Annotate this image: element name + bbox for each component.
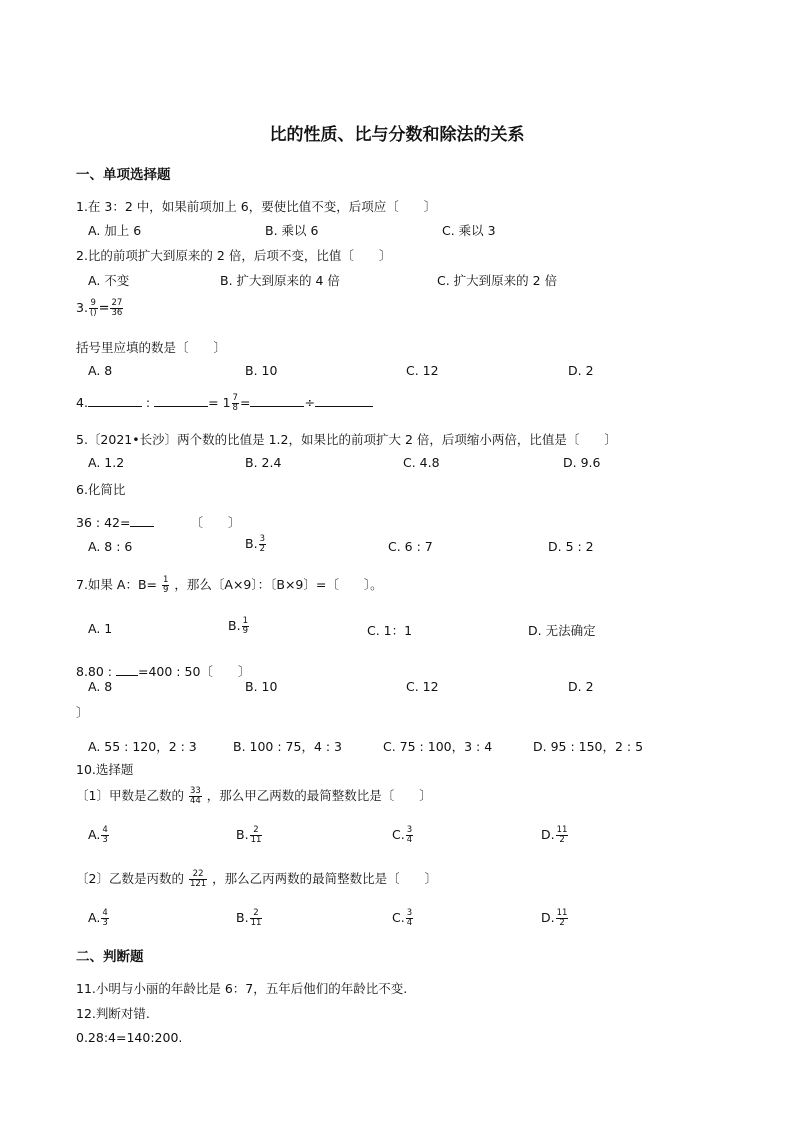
q10-p2-a-label: A.	[88, 910, 101, 925]
q7-option-b-fraction	[242, 617, 249, 636]
question-1-stem: 1.在 3：2 中，如果前项加上 6，要使比值不变，后项应〔 〕	[76, 199, 437, 214]
q10-p2-numerator: 22	[189, 870, 207, 880]
q10-p1-c-den: 4	[406, 835, 413, 845]
section-heading-2: 二、判断题	[76, 949, 144, 965]
question-3-stem: 括号里应填的数是〔 〕	[76, 340, 227, 355]
q3-option-b: B. 10	[245, 363, 278, 378]
question-2-stem: 2.比的前项扩大到原来的 2 倍，后项不变，比值〔 〕	[76, 248, 392, 263]
q8-option-b: B. 10	[245, 679, 278, 694]
q10-p2-option-b	[236, 909, 263, 928]
question-12-expression: 0.28:4=140:200.	[76, 1030, 183, 1045]
question-8-stem	[76, 662, 250, 680]
question-10-stem: 10.选择题	[76, 762, 134, 777]
q10-p2-c-den: 4	[406, 918, 413, 928]
q10-p1-b-den: 11	[250, 835, 262, 845]
q10-p2-option-a	[88, 909, 110, 928]
q10-p1-c-fraction	[406, 826, 413, 845]
q4-numerator: 7	[232, 393, 238, 403]
q10-p2-c-label: C.	[392, 910, 405, 925]
q8-option-a: A. 8	[88, 679, 113, 694]
q10-p2-d-den: 2	[559, 918, 565, 928]
q10-p2-fraction	[189, 870, 207, 889]
q8-stem-pre: 8.80 :	[76, 664, 116, 679]
q4-blank-2	[154, 395, 208, 407]
q3-f2-numerator: 27	[111, 298, 123, 308]
q4-divide: ÷	[304, 395, 315, 410]
q3-option-a: A. 8	[88, 363, 113, 378]
q10-p2-c-num: 3	[406, 908, 413, 918]
q9-option-b: B. 100 : 75，4 : 3	[233, 739, 343, 754]
q4-colon: :	[145, 395, 151, 410]
q6-option-b	[245, 535, 267, 554]
q10-p1-post: ，那么甲乙两数的最简整数比是〔 〕	[206, 788, 432, 803]
question-9-stem: 〕	[76, 705, 89, 720]
q6-option-d: D. 5 : 2	[548, 539, 594, 554]
q4-blank-4	[315, 395, 373, 407]
q10-p1-b-num: 2	[250, 826, 263, 836]
q7-option-c: C. 1：1	[367, 623, 413, 638]
q6-option-c: C. 6 : 7	[388, 539, 433, 554]
q10-p1-option-d	[541, 826, 569, 845]
q1-option-a: A. 加上 6	[88, 223, 142, 238]
q10-p2-b-fraction	[250, 909, 263, 928]
q3-equals: =	[98, 301, 110, 316]
q4-denominator: 8	[232, 403, 238, 413]
q6-expression-text: 36 : 42=	[76, 515, 131, 530]
q7-fraction	[162, 576, 169, 595]
q10-p1-denominator: 44	[189, 796, 201, 806]
q10-p2-b-label: B.	[236, 910, 249, 925]
q7-b-numerator: 1	[242, 616, 248, 626]
q10-p1-a-label: A.	[88, 827, 101, 842]
page-title: 比的性质、比与分数和除法的关系	[269, 125, 525, 145]
q7-option-a: A. 1	[88, 621, 113, 636]
q10-p1-a-num: 4	[102, 825, 108, 835]
section-heading-1: 一、单项选择题	[76, 167, 171, 183]
q10-p1-a-fraction	[101, 826, 108, 845]
q10-p1-b-label: B.	[236, 827, 249, 842]
q10-p1-c-label: C.	[392, 827, 405, 842]
q9-option-c: C. 75 : 100，3 : 4	[383, 739, 493, 754]
q7-numerator: 1	[162, 575, 169, 585]
q10-p1-b-fraction	[250, 826, 263, 845]
q8-stem-post: =400 : 50〔 〕	[138, 664, 251, 679]
q10-p2-a-den: 3	[102, 918, 108, 928]
q5-option-c: C. 4.8	[403, 455, 440, 470]
q10-p1-option-b	[236, 826, 263, 845]
q10-p1-numerator: 33	[189, 786, 201, 796]
q5-option-d: D. 9.6	[563, 455, 601, 470]
question-11-stem: 11.小明与小丽的年龄比是 6：7，五年后他们的年龄比不变.	[76, 981, 408, 996]
q6-option-b-label: B.	[245, 536, 258, 551]
q4-number: 4.	[76, 395, 88, 410]
q6-option-a: A. 8 : 6	[88, 539, 133, 554]
q6-b-numerator: 3	[259, 534, 265, 544]
q3-fraction-left	[89, 299, 98, 318]
q1-option-c: C. 乘以 3	[442, 223, 496, 238]
q10-p2-option-c	[392, 909, 414, 928]
q10-p1-d-fraction	[556, 826, 569, 845]
q4-whole: 1	[222, 395, 231, 410]
q5-option-a: A. 1.2	[88, 455, 125, 470]
q7-b-denominator: 9	[242, 626, 248, 636]
q3-f1-denominator: ()	[89, 308, 97, 318]
question-7-stem	[76, 575, 383, 595]
q10-p2-post: ，那么乙丙两数的最简整数比是〔 〕	[212, 871, 438, 886]
q10-p2-denominator: 121	[189, 879, 207, 889]
q4-fraction	[232, 394, 239, 413]
q10-p1-d-label: D.	[541, 827, 555, 842]
q10-p2-c-fraction	[406, 909, 413, 928]
q2-option-b: B. 扩大到原来的 4 倍	[220, 273, 340, 288]
q3-fraction-right	[110, 299, 123, 318]
q10-p2-b-num: 2	[250, 909, 263, 919]
q4-equals-2: =	[239, 395, 251, 410]
q10-p2-a-fraction	[101, 909, 108, 928]
q9-option-d: D. 95 : 150，2 : 5	[533, 739, 644, 754]
q10-p1-a-den: 3	[102, 835, 108, 845]
q8-option-c: C. 12	[406, 679, 439, 694]
q10-p1-fraction	[189, 787, 202, 806]
q10-p2-d-label: D.	[541, 910, 555, 925]
q10-p1-d-den: 2	[559, 835, 565, 845]
q3-f2-denominator: 36	[111, 308, 123, 318]
q8-blank	[116, 664, 138, 676]
q3-number: 3.	[76, 300, 88, 315]
q10-p2-pre: 〔2〕乙数是丙数的	[76, 871, 184, 886]
q10-p2-a-num: 4	[102, 908, 108, 918]
q10-p1-d-num: 11	[556, 825, 568, 835]
q6-blank	[130, 515, 154, 527]
q10-part-1-stem	[76, 786, 432, 806]
q4-equals-1: =	[208, 395, 219, 410]
q7-option-b-label: B.	[228, 618, 241, 633]
q10-p2-d-fraction	[556, 909, 569, 928]
q6-answer-paren: 〔 〕	[190, 515, 241, 530]
q4-blank-3	[250, 395, 304, 407]
q8-option-d: D. 2	[568, 679, 594, 694]
q7-option-b	[228, 617, 250, 636]
q4-blank-1	[88, 395, 142, 407]
q7-stem-post: ，那么〔A×9〕：〔B×9〕=〔 〕。	[174, 577, 383, 592]
question-4-equation	[76, 394, 373, 413]
question-6-stem: 6.化简比	[76, 482, 126, 497]
q3-f1-numerator: 9	[90, 298, 96, 308]
q1-option-b: B. 乘以 6	[265, 223, 319, 238]
q10-p1-pre: 〔1〕甲数是乙数的	[76, 788, 184, 803]
q7-option-d: D. 无法确定	[528, 623, 596, 638]
q3-option-c: C. 12	[406, 363, 439, 378]
q10-p2-b-den: 11	[250, 918, 262, 928]
q10-p1-option-a	[88, 826, 110, 845]
q6-option-b-fraction	[259, 535, 266, 554]
q6-b-denominator: 2	[259, 544, 265, 554]
q10-p2-d-num: 11	[556, 908, 568, 918]
q2-option-c: C. 扩大到原来的 2 倍	[437, 273, 558, 288]
q3-option-d: D. 2	[568, 363, 594, 378]
question-6-expression	[76, 513, 240, 531]
q10-p2-option-d	[541, 909, 569, 928]
q10-part-2-stem	[76, 869, 437, 889]
q7-stem-pre: 7.如果 A：B=	[76, 577, 157, 592]
q10-p1-option-c	[392, 826, 414, 845]
q7-denominator: 9	[162, 585, 169, 595]
q9-option-a: A. 55 : 120，2 : 3	[88, 739, 197, 754]
q10-p1-c-num: 3	[406, 825, 413, 835]
question-5-stem: 5.〔2021•长沙〕两个数的比值是 1.2，如果比的前项扩大 2 倍，后项缩小两倍，比值是〔 〕	[76, 432, 617, 447]
q5-option-b: B. 2.4	[245, 455, 282, 470]
question-12-stem: 12.判断对错.	[76, 1006, 150, 1021]
q2-option-a: A. 不变	[88, 273, 130, 288]
question-3-equation	[76, 299, 124, 318]
